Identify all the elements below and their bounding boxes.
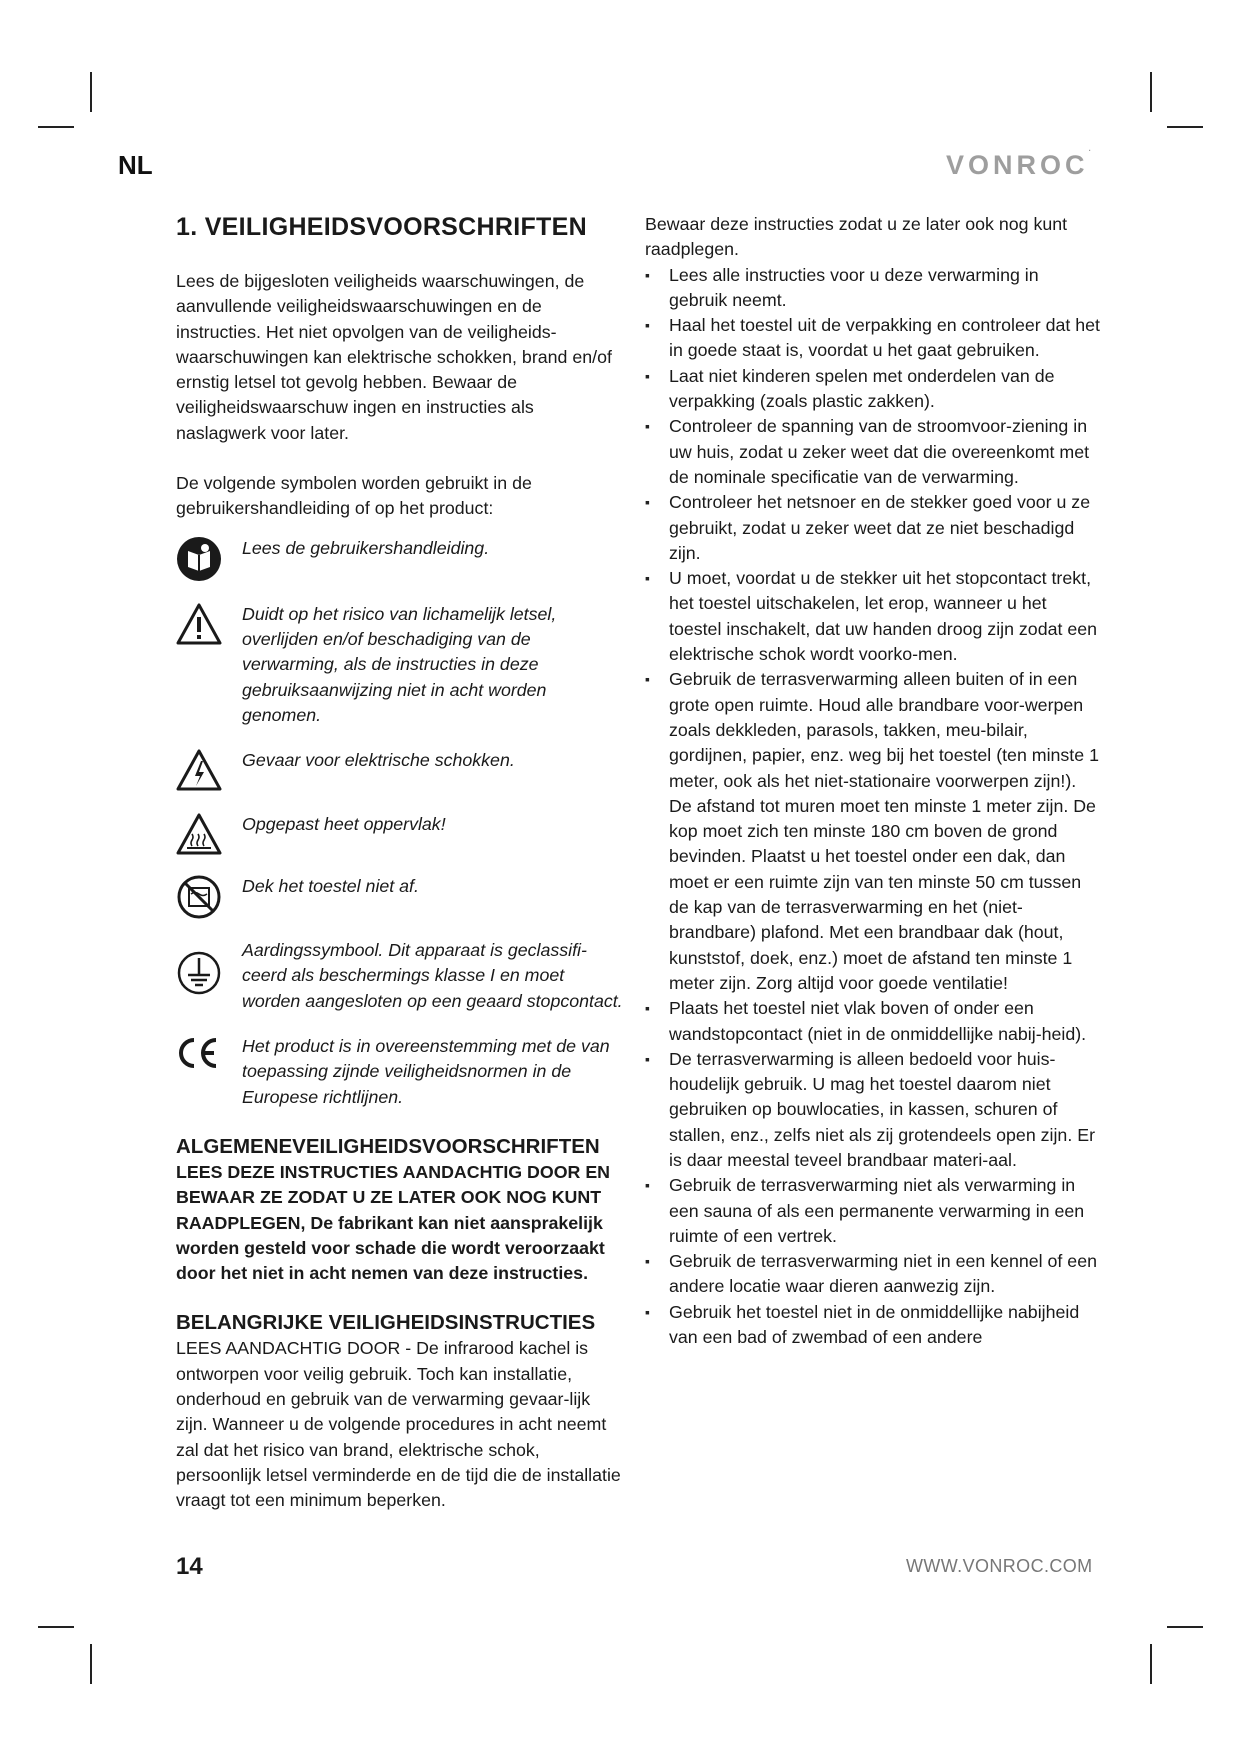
list-item: ▪ Gebruik de terrasverwarming niet in een kennel of een andere locatie waar dieren aanwezig zijn. xyxy=(645,1249,1100,1300)
symbol-list xyxy=(176,536,624,1110)
symbols-intro: De volgende symbolen worden gebruikt in de gebruikershandleiding of op het product: xyxy=(176,473,532,519)
ce-mark-icon xyxy=(176,1036,220,1070)
crop-mark xyxy=(90,72,92,112)
general-heading: ALGEMENEVEILIGHEIDSVOORSCHRIFTEN xyxy=(176,1134,600,1158)
crop-mark xyxy=(1150,1644,1152,1684)
symbol-text: Het product is in overeenstemming met de van toepassing zijnde veiligheidsnormen in de Europese richtlijnen. xyxy=(242,1036,610,1107)
earth-icon xyxy=(176,950,222,996)
symbol-text: Dek het toestel niet af. xyxy=(242,876,419,897)
hot-surface-icon xyxy=(176,812,222,856)
crop-mark xyxy=(1167,1626,1203,1628)
brand-mark: · xyxy=(1088,146,1092,155)
symbol-text: Duidt op het risico van lichamelijk letsel, overlijden en/of beschadiging van de verwarming, als de instructies in deze gebruiksaanwijzing niet in acht worden genomen. xyxy=(242,603,557,725)
crop-mark xyxy=(90,1644,92,1684)
symbol-text: Opgepast heet oppervlak! xyxy=(242,814,446,835)
page-number: 14 xyxy=(176,1553,203,1580)
intro-paragraph: Lees de bijgesloten veiligheids waarschuwingen, de aanvullende veiligheidswaarschuwingen en de instructies. Het niet opvolgen van de veiligheids-waarschuwingen kan elektrische schokken, brand en/of ernstig letsel tot gevolg hebben. Bewaar de veiligheidswaarschuw ingen en instructies als naslagwerk voor later. xyxy=(176,271,612,443)
symbol-text: Lees de gebruikershandleiding. xyxy=(242,537,490,558)
list-item: ▪ Gebruik de terrasverwarming niet als verwarming in een sauna of als een permanente verwarming in een ruimte of een vertrek. xyxy=(645,1173,1100,1249)
right-intro: Bewaar deze instructies zodat u ze later ook nog kunt raadplegen. xyxy=(645,214,1068,260)
do-not-cover-icon xyxy=(176,874,222,920)
list-item: ▪ De terrasverwarming is alleen bedoeld voor huis-houdelijk gebruik. U mag het toestel daarom niet gebruiken op bouwlocaties, in kassen, schuren of stallen, enz., zelfs niet als zij grotendeels open zijn. Er is daar meestal teveel brandbaar materi-aal. xyxy=(645,1047,1100,1173)
crop-mark xyxy=(1150,72,1152,112)
list-item: ▪ Plaats het toestel niet vlak boven of onder een wandstopcontact (niet in de onmiddellijke nabij-heid). xyxy=(645,996,1100,1047)
symbol-text: Aardingssymbool. Dit apparaat is geclassifi-ceerd als beschermings klasse I en moet worden aangesloten op een geaard stopcontact. xyxy=(242,940,623,1011)
electric-shock-icon xyxy=(176,748,222,792)
manual-icon xyxy=(176,536,222,582)
symbol-row xyxy=(176,1034,624,1110)
symbol-row xyxy=(176,812,624,856)
left-column xyxy=(176,212,624,1514)
brand-name: VONROC xyxy=(946,150,1089,180)
symbol-row xyxy=(176,536,624,582)
right-column xyxy=(645,212,1100,1350)
list-item: ▪ Controleer de spanning van de stroomvoor-ziening in uw huis, zodat u zeker weet dat die overeenkomt met de nominale specificatie van de verwarming. xyxy=(645,414,1100,490)
crop-mark xyxy=(38,1626,74,1628)
crop-mark xyxy=(1167,126,1203,128)
symbol-row xyxy=(176,938,624,1014)
section-title: 1. VEILIGHEIDSVOORSCHRIFTEN xyxy=(176,213,587,241)
warning-icon xyxy=(176,602,222,646)
list-item: ▪ Gebruik de terrasverwarming alleen buiten of in een grote open ruimte. Houd alle brandbare voor-werpen zoals dekkleden, parasols, takken, meu-bilair, gordijnen, papier, enz. weg bij het toestel (ten minste 1 meter, ook als het niet-stationaire voorwerpen zijn!). De afstand tot muren moet ten minste 1 meter zijn. De kop moet zich ten minste 180 cm boven de grond bevinden. Plaatst u het toestel onder een dak, dan moet er een ruimte zijn van ten minste 50 cm tussen de kap van de terrasverwarming en het (niet-brandbare) plafond. Met een brandbaar dak (hout, kunststof, doek, enz.) moet de afstand ten minste 1 meter zijn. Zorg altijd voor goede ventilatie! xyxy=(645,667,1100,996)
general-text: LEES DEZE INSTRUCTIES AANDACHTIG DOOR EN BEWAAR ZE ZODAT U ZE LATER OOK NOG KUNT RAADPLEGEN, De fabrikant kan niet aansprakelijk worden gesteld voor schade die wordt veroorzaakt door het niet in acht nemen van deze instructies. xyxy=(176,1161,611,1284)
symbol-row xyxy=(176,748,624,792)
list-item: ▪ U moet, voordat u de stekker uit het stopcontact trekt, het toestel uitschakelen, let erop, wanneer u het toestel inschakelt, dat uw handen droog zijn zodat een elektrische schok wordt voorko-men. xyxy=(645,566,1100,667)
list-item: ▪ Laat niet kinderen spelen met onderdelen van de verpakking (zoals plastic zakken). xyxy=(645,364,1100,415)
symbol-text: Gevaar voor elektrische schokken. xyxy=(242,750,515,771)
list-item: ▪ Gebruik het toestel niet in de onmiddellijke nabijheid van een bad of zwembad of een andere xyxy=(645,1300,1100,1351)
brand-logo xyxy=(946,146,1092,181)
important-heading: BELANGRIJKE VEILIGHEIDSINSTRUCTIES xyxy=(176,1311,596,1335)
instruction-list xyxy=(645,263,1100,1351)
important-text: LEES AANDACHTIG DOOR - De infrarood kachel is ontworpen voor veilig gebruik. Toch kan installatie, onderhoud en gebruik van de verwarming gevaar-lijk zijn. Wanneer u de volgende procedures in acht neemt zal dat het risico van brand, elektrische schok, persoonlijk letsel verminderde en de tijd die de installatie vraagt tot een minimum beperken. xyxy=(176,1338,621,1511)
language-label: NL xyxy=(118,150,153,180)
symbol-row xyxy=(176,602,624,728)
list-item: ▪ Lees alle instructies voor u deze verwarming in gebruik neemt. xyxy=(645,263,1100,314)
list-item: ▪ Haal het toestel uit de verpakking en controleer dat het in goede staat is, voordat u het gaat gebruiken. xyxy=(645,313,1100,364)
website-url: WWW.VONROC.COM xyxy=(906,1556,1093,1576)
list-item: ▪ Controleer het netsnoer en de stekker goed voor u ze gebruikt, zodat u zeker weet dat ze niet beschadigd zijn. xyxy=(645,490,1100,566)
crop-mark xyxy=(38,126,74,128)
symbol-row xyxy=(176,874,624,920)
